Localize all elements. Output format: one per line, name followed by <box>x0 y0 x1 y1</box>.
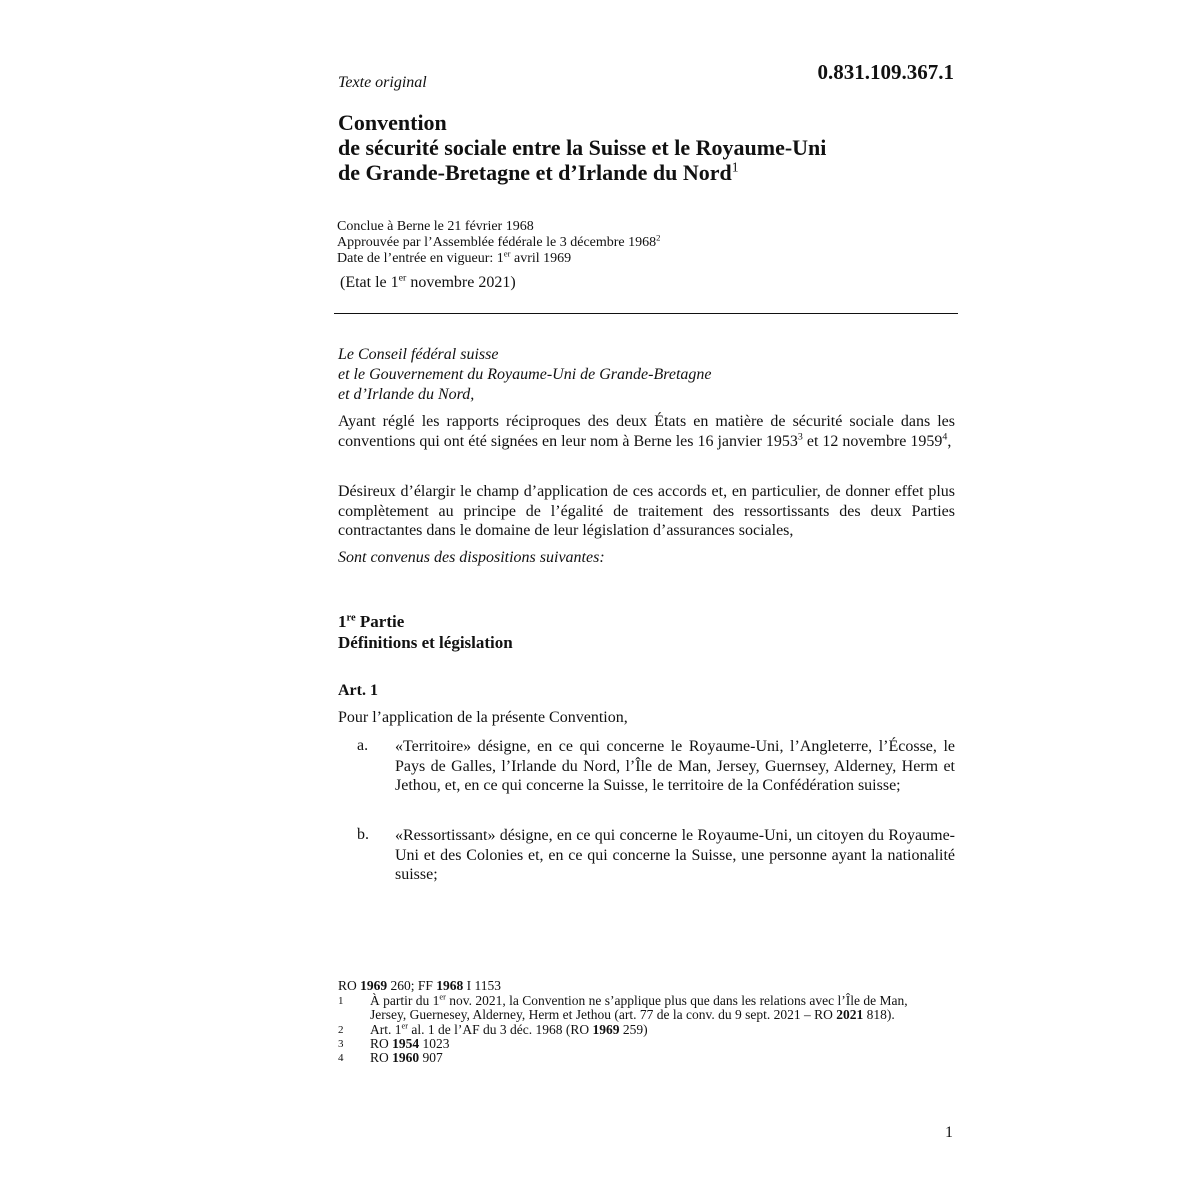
entry-sup: er <box>503 248 511 259</box>
footnote-4-text <box>370 1051 940 1065</box>
title-footnote-ref[interactable]: 1 <box>731 159 739 175</box>
footnote-4-number: 4 <box>338 1052 344 1065</box>
fn1-text-a: À partir du 1 <box>370 993 440 1009</box>
status-date <box>340 274 516 292</box>
source-ro-page: 260; FF <box>387 978 437 993</box>
approved-footnote-ref[interactable]: 2 <box>656 232 661 243</box>
concluded-date: Conclue à Berne le 21 février 1968 <box>337 219 534 234</box>
footnote-4 <box>338 1051 940 1065</box>
part-label: Partie <box>355 612 405 631</box>
preamble-p1-text-b: et 12 novembre 1959 <box>802 432 943 450</box>
definition-b-text: «Ressortissant» désigne, en ce qui concerne le Royaume-Uni, un citoyen du Royaume-Uni et des Colonies et, en ce qui concerne la Suisse, une personne ayant la nationalité suisse; <box>395 827 955 883</box>
footnote-source <box>338 979 940 993</box>
fn1-year: 2021 <box>836 1007 864 1023</box>
part-number <box>338 611 513 632</box>
status-prefix: (Etat le 1 <box>340 274 399 291</box>
document-title <box>338 110 826 185</box>
definition-a-marker: a. <box>357 737 369 754</box>
footnote-2 <box>338 1023 940 1037</box>
title-line-3-text: de Grande-Bretagne et d’Irlande du Nord <box>338 160 732 185</box>
footnote-1-number: 1 <box>338 995 344 1008</box>
article-heading: Art. 1 <box>338 682 378 699</box>
footnote-ref-4[interactable]: 4 <box>942 431 948 443</box>
fn4-text-b: 907 <box>419 1050 443 1066</box>
title-line-1: Convention <box>338 110 447 135</box>
footnotes <box>338 979 940 1065</box>
document-number: 0.831.109.367.1 <box>817 60 954 84</box>
contracting-parties <box>338 345 712 405</box>
footnote-ref-3[interactable]: 3 <box>797 431 803 443</box>
fn2-text-c: 259) <box>619 1021 648 1037</box>
document-metadata <box>337 219 660 267</box>
footnote-3-number: 3 <box>338 1037 344 1050</box>
article-intro: Pour l’application de la présente Convention, <box>338 709 628 726</box>
title-line-3 <box>338 160 826 185</box>
party-line-3: et d’Irlande du Nord, <box>338 386 475 403</box>
source-ff-page: I 1153 <box>463 978 502 993</box>
party-line-1: Le Conseil fédéral suisse <box>338 346 499 363</box>
entry-suffix: avril 1969 <box>510 251 572 266</box>
footnote-3 <box>338 1037 940 1051</box>
entry-into-force-date <box>337 248 660 267</box>
preamble-paragraph-2: Désireux d’élargir le champ d’application de ces accords et, en particulier, de donner effet plus complètement au principe de l’égalité de traitement des ressortissants des deux Parties contractantes dans le domaine de leur législation d’assurances sociales, <box>338 483 955 539</box>
fn4-year: 1960 <box>392 1050 420 1066</box>
preamble-paragraph-1 <box>338 412 955 451</box>
part-title: Définitions et législation <box>338 633 513 652</box>
part-heading <box>338 611 513 653</box>
approved-date <box>337 232 661 251</box>
footnote-3-text <box>370 1037 940 1051</box>
fn4-text-a: RO <box>370 1050 393 1066</box>
part-number-sup: re <box>346 612 356 624</box>
definition-a-text: «Territoire» désigne, en ce qui concerne le Royaume-Uni, l’Angleterre, l’Écosse, le Pays de Galles, l’Irlande du Nord, l’Île de Man, Jersey, Guernsey, Alderney, Herm et Jethou, et, en ce qui concerne la Suisse, le territoire de la Confédération suisse; <box>395 738 955 794</box>
fn2-year: 1969 <box>592 1021 620 1037</box>
source-ro-label: RO <box>338 978 361 993</box>
source-ro-year: 1969 <box>360 978 388 993</box>
fn3-text-a: RO <box>370 1035 393 1051</box>
preamble-p1-text-a: Ayant réglé les rapports réciproques des deux États en matière de sécurité sociale dans les conventions qui ont été signées en leur nom à Berne les 16 janvier 1953 <box>338 413 955 450</box>
entry-prefix: Date de l’entrée en vigueur: 1 <box>337 251 504 266</box>
approved-text: Approuvée par l’Assemblée fédérale le 3 décembre 1968 <box>337 235 657 250</box>
status-sup: er <box>398 272 407 284</box>
source-ff-year: 1968 <box>436 978 464 993</box>
party-line-2: et le Gouvernement du Royaume-Uni de Grande-Bretagne <box>338 366 712 383</box>
page-number: 1 <box>945 1124 953 1141</box>
status-suffix: novembre 2021) <box>406 274 516 291</box>
fn1-sup: er <box>439 992 446 1002</box>
fn3-text-b: 1023 <box>419 1035 450 1051</box>
fn1-text-c: 818). <box>863 1007 895 1023</box>
fn3-year: 1954 <box>392 1035 420 1051</box>
fn2-sup: er <box>401 1021 408 1031</box>
footnote-2-number: 2 <box>338 1023 344 1036</box>
footnote-1-text <box>370 994 940 1022</box>
definition-b-marker: b. <box>357 826 369 843</box>
agreement-clause: Sont convenus des dispositions suivantes: <box>338 549 605 566</box>
title-line-2: de sécurité sociale entre la Suisse et le Royaume-Uni <box>338 135 827 160</box>
fn1-text-b: nov. 2021, la Convention ne s’applique plus que dans les relations avec l’Île de Man, Jersey, Guernesey, Alderney, Herm et Jethou (art. 77 de la conv. du 9 sept. 2021 – RO <box>370 993 908 1023</box>
fn2-text-b: al. 1 de l’AF du 3 déc. 1968 (RO <box>408 1021 593 1037</box>
preamble-p1-text-c: , <box>947 432 952 450</box>
part-number-digit: 1 <box>338 612 347 631</box>
footnote-2-text <box>370 1023 940 1037</box>
fn2-text-a: Art. 1 <box>370 1021 402 1037</box>
original-text-label: Texte original <box>338 74 427 91</box>
footnote-1 <box>338 994 940 1022</box>
header-divider <box>334 313 958 314</box>
